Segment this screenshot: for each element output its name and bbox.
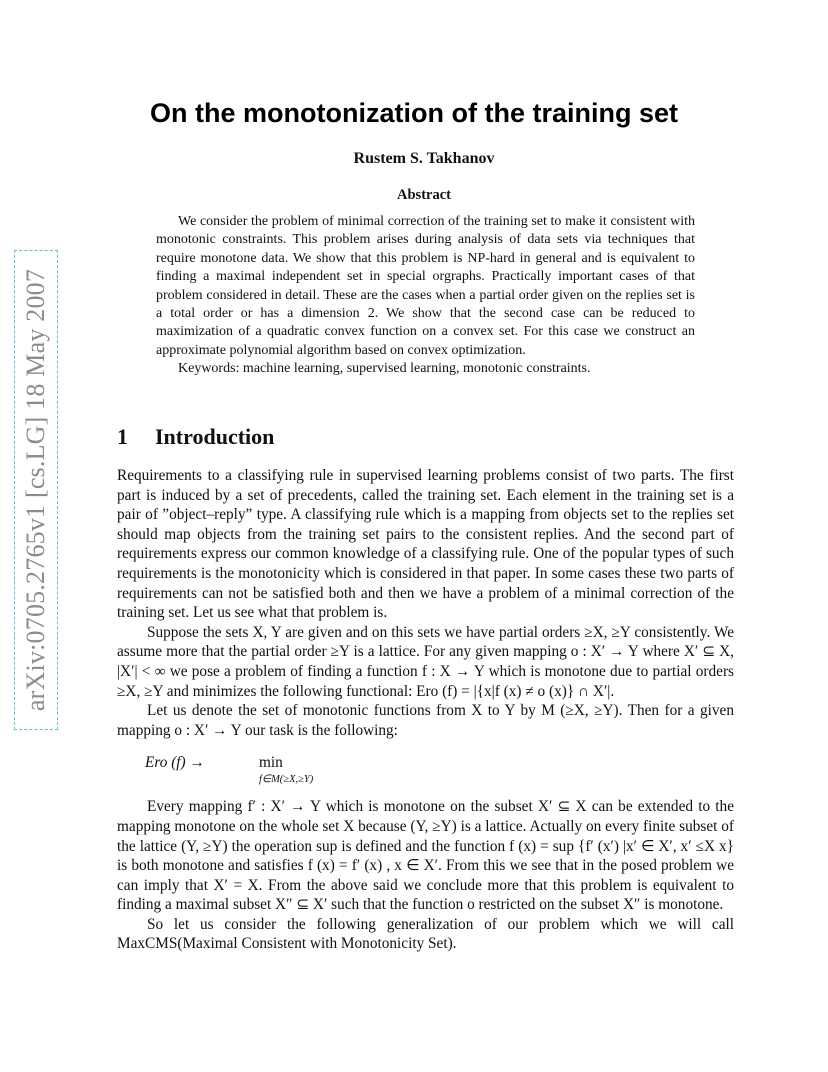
display-equation — [145, 753, 734, 787]
section-number: 1 — [117, 424, 128, 449]
paper-title: On the monotonization of the training set — [150, 98, 678, 128]
equation-lhs: Ero (f) → — [145, 754, 205, 772]
arxiv-side-stamp — [14, 250, 58, 730]
abstract-text: We consider the problem of minimal correction of the training set to make it consistent with monotonic constraints. This problem arises during analysis of data sets via techniques that require monotone data. We show that this problem is NP-hard in general and is equivalent to finding a maximal independent set in special orgraphs. Practically important cases of that problem considered in detail. These are the cases when a partial order given on the replies set is a total order or has a dimension 2. We show that the second case can be reduced to maximization of a quadratic convex function on a convex set. For this case we construct an approximate polynomial algorithm based on convex optimization. — [156, 214, 695, 358]
paragraph-1: Requirements to a classifying rule in supervised learning problems consist of two parts. The first part is induced by a set of precedents, called the training set. Each element in the training set is a pair of ”object–reply” type. A classifying rule which is a mapping from objects set to the replies set should map objects from the training set pairs to the consistent replies. And the second part of requirements express our common knowledge of a classifying rule. One of the popular types of such requirements is the monotonicity which is considered in that paper. In some cases these two parts of requirements can not be satisfied both and then we have a problem of a minimal correction of the training set. Let us see what that problem is. — [117, 467, 734, 622]
arxiv-identifier: arXiv:0705.2765v1 [cs.LG] 18 May 2007 — [21, 268, 50, 712]
abstract-heading: Abstract — [397, 187, 451, 203]
equation-min: min — [259, 754, 283, 772]
section-heading — [117, 424, 274, 450]
author-name: Rustem S. Takhanov — [353, 150, 495, 167]
section-body — [117, 466, 734, 954]
keywords: Keywords: machine learning, supervised learning, monotonic constraints. — [178, 361, 591, 377]
paragraph-4: Every mapping f′ : X′ → Y which is monotone on the subset X′ ⊆ X can be extended to the mapping monotone on the whole set X because (Y, ≥Y) is a lattice. Actually on every finite subset of the lattice (Y, ≥Y) the operation sup is defined and the function f (x) = sup {f′ (x′) |x′ ∈ X′, x′ ≤X x} is both monotone and satisfies f (x) = f′ (x) , x ∈ X′. From this we see that in the posed problem we can imply that X′ = X. From the above said we conclude more that this problem is equivalent to finding a maximal subset X″ ⊆ X′ such that the function o restricted on the subset X″ is monotone. — [117, 798, 734, 914]
section-title: Introduction — [155, 424, 275, 449]
equation-subscript: f∈M(≥X,≥Y) — [259, 774, 314, 786]
paragraph-3: Let us denote the set of monotonic functions from X to Y by M (≥X, ≥Y). Then for a given mapping o : X′ → Y our task is the following: — [117, 702, 734, 739]
abstract — [156, 213, 695, 379]
paragraph-2: Suppose the sets X, Y are given and on this sets we have partial orders ≥X, ≥Y consistently. We assume more that the partial order ≥Y is a lattice. For any given mapping o : X′ → Y where X′ ⊆ X, |X′| < ∞ we pose a problem of finding a function f : X → Y which is monotone due to partial orders ≥X, ≥Y and minimizes the following functional: Ero (f) = |{x|f (x) ≠ o (x)} ∩ X′|. — [117, 623, 734, 700]
paragraph-5: So let us consider the following generalization of our problem which we will call MaxCMS(Maximal Consistent with Monotonicity Set). — [117, 915, 734, 953]
